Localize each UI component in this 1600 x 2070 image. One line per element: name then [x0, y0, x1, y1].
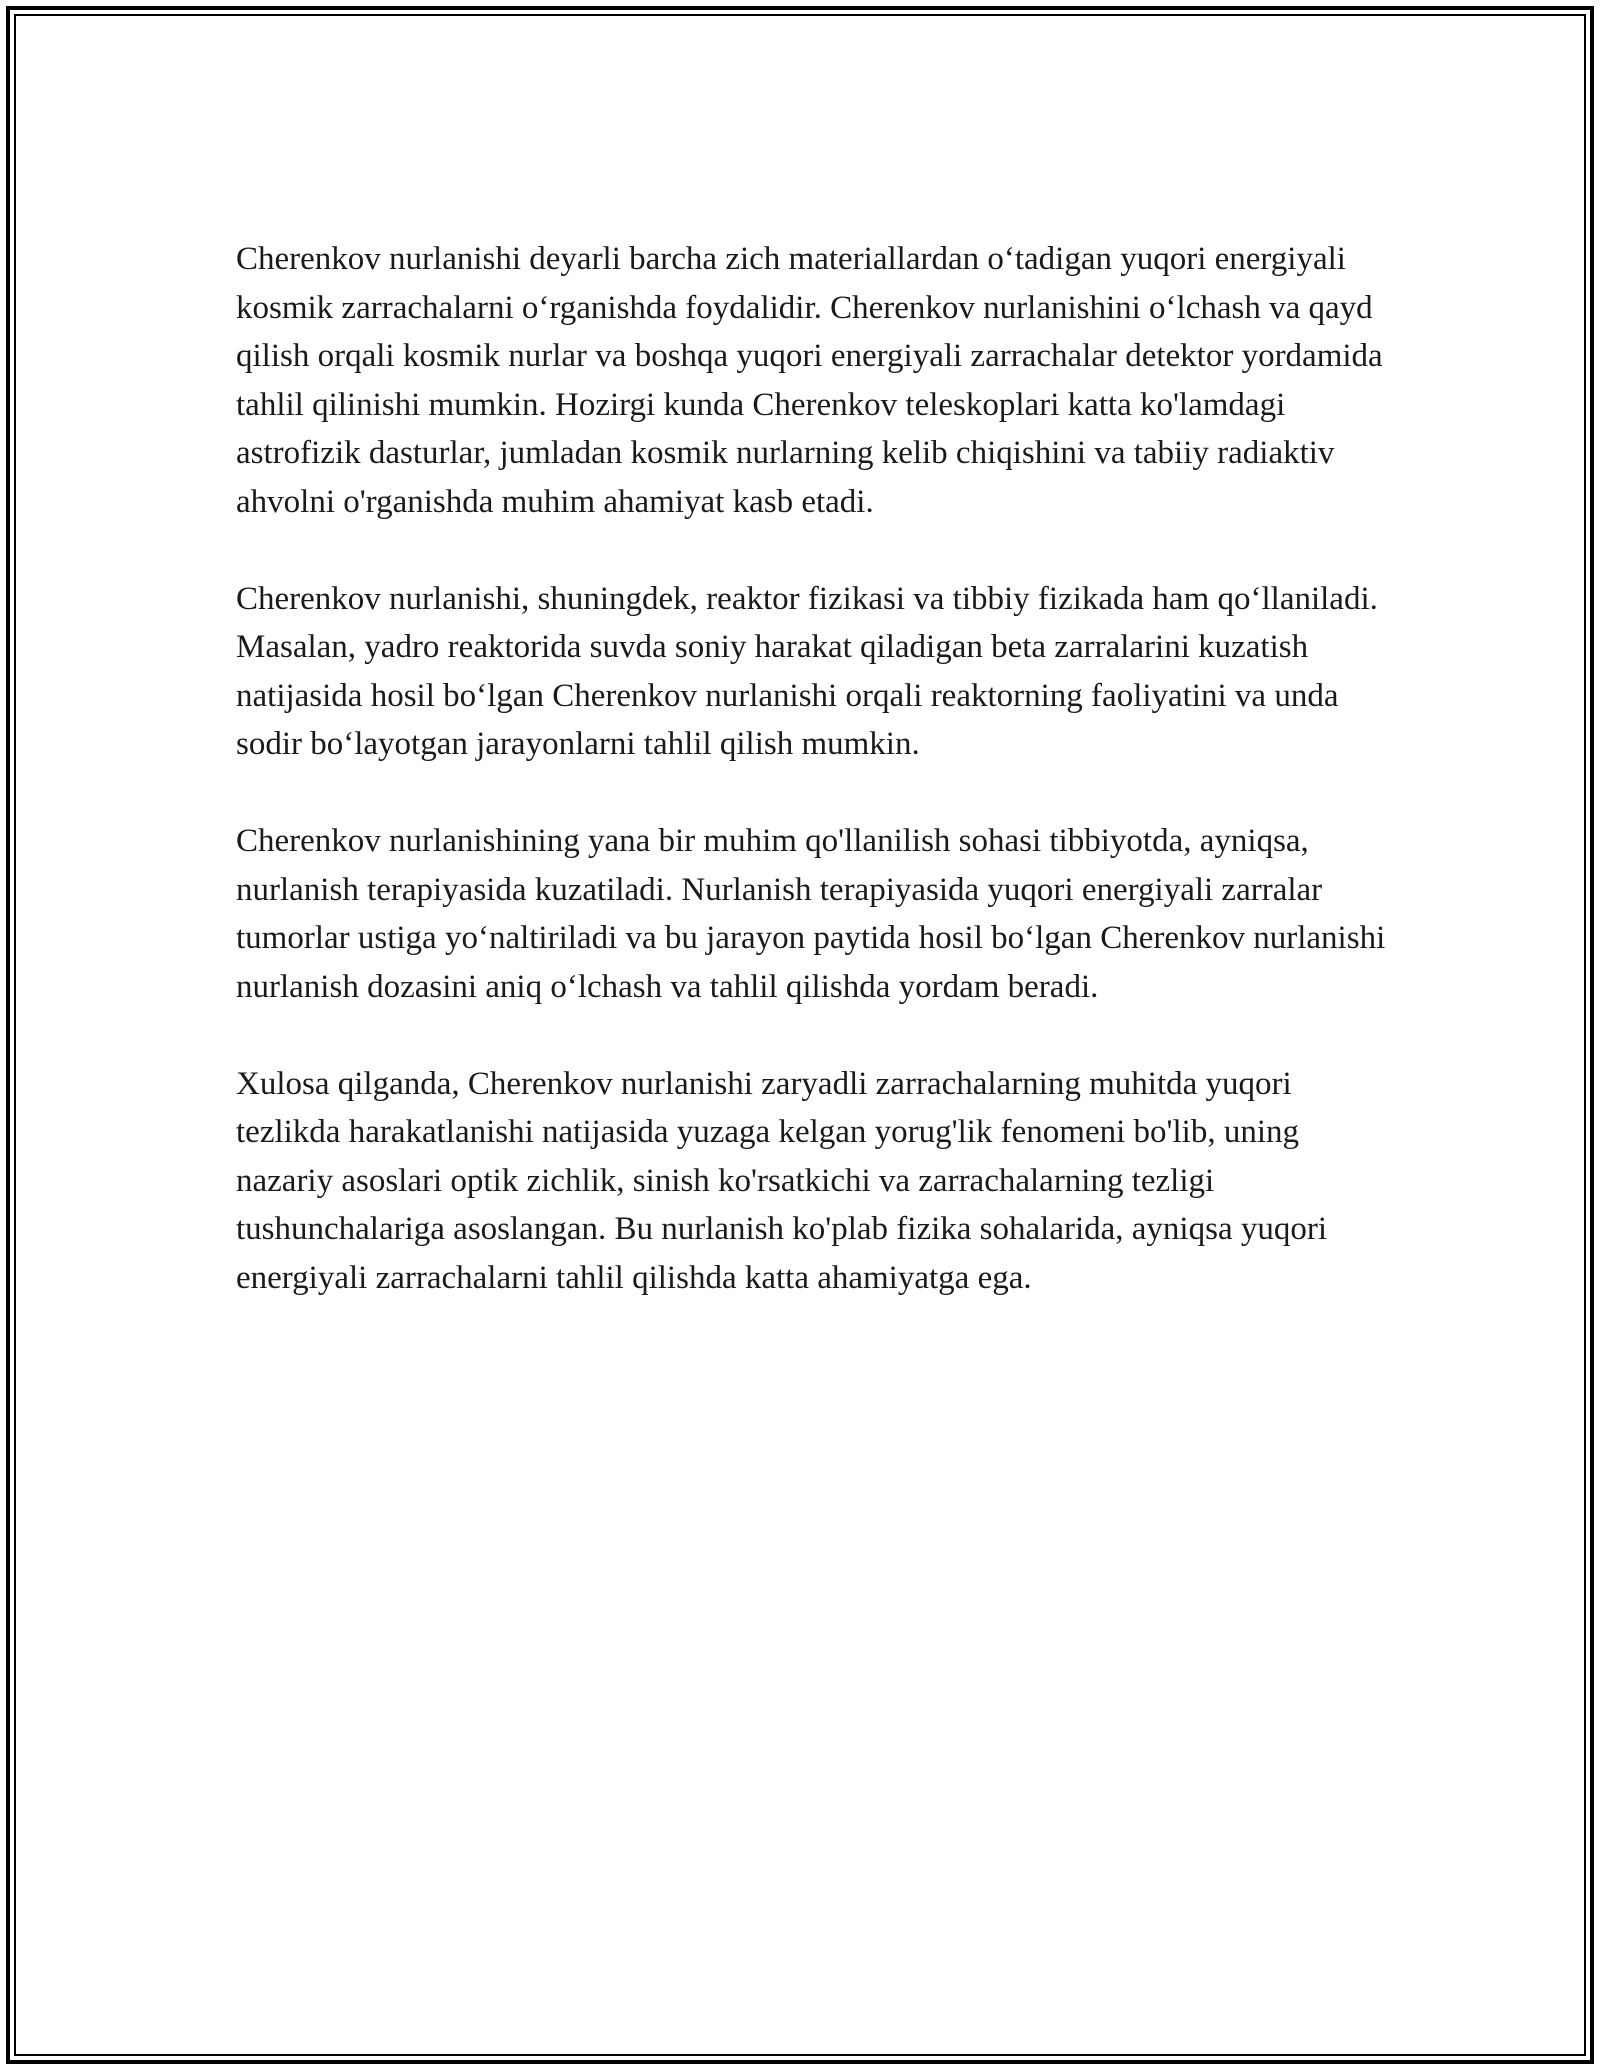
paragraph-4: Xulosa qilganda, Cherenkov nurlanishi zaryadli zarrachalarning muhitda yuqori tezlikda harakatlanishi natijasida yuzaga kelgan yorug'lik fenomeni bo'lib, uning nazariy asoslari optik zichlik, sinish ko'rsatkichi va zarrachalarning tezligi tushunchalariga asoslangan. Bu nurlanish ko'plab fizika sohalarida, ayniqsa yuqori energiyali zarrachalarni tahlil qilishda katta ahamiyatga ega. [236, 1065, 1327, 1296]
document-body [236, 235, 1386, 1302]
paragraph-2: Cherenkov nurlanishi, shuningdek, reaktor fizikasi va tibbiy fizikada ham qo‘llaniladi. Masalan, yadro reaktorida suvda soniy harakat qiladigan beta zarralarini kuzatish natijasida hosil bo‘lgan Cherenkov nurlanishi orqali reaktorning faoliyatini va unda sodir bo‘layotgan jarayonlarni tahlil qilish mumkin. [236, 580, 1378, 762]
paragraph-1: Cherenkov nurlanishi deyarli barcha zich materiallardan o‘tadigan yuqori energiyali kosmik zarrachalarni o‘rganishda foydalidir. Cherenkov nurlanishini o‘lchash va qayd qilish orqali kosmik nurlar va boshqa yuqori energiyali zarrachalar detektor yordamida tahlil qilinishi mumkin. Hozirgi kunda Cherenkov teleskoplari katta ko'lamdagi astrofizik dasturlar, jumladan kosmik nurlarning kelib chiqishini va tabiiy radiaktiv ahvolni o'rganishda muhim ahamiyat kasb etadi. [236, 241, 1383, 520]
paragraph-3: Cherenkov nurlanishining yana bir muhim qo'llanilish sohasi tibbiyotda, ayniqsa, nurlanish terapiyasida kuzatiladi. Nurlanish terapiyasida yuqori energiyali zarralar tumorlar ustiga yo‘naltiriladi va bu jarayon paytida hosil bo‘lgan Cherenkov nurlanishi nurlanish dozasini aniq o‘lchash va tahlil qilishda yordam beradi. [236, 823, 1386, 1005]
